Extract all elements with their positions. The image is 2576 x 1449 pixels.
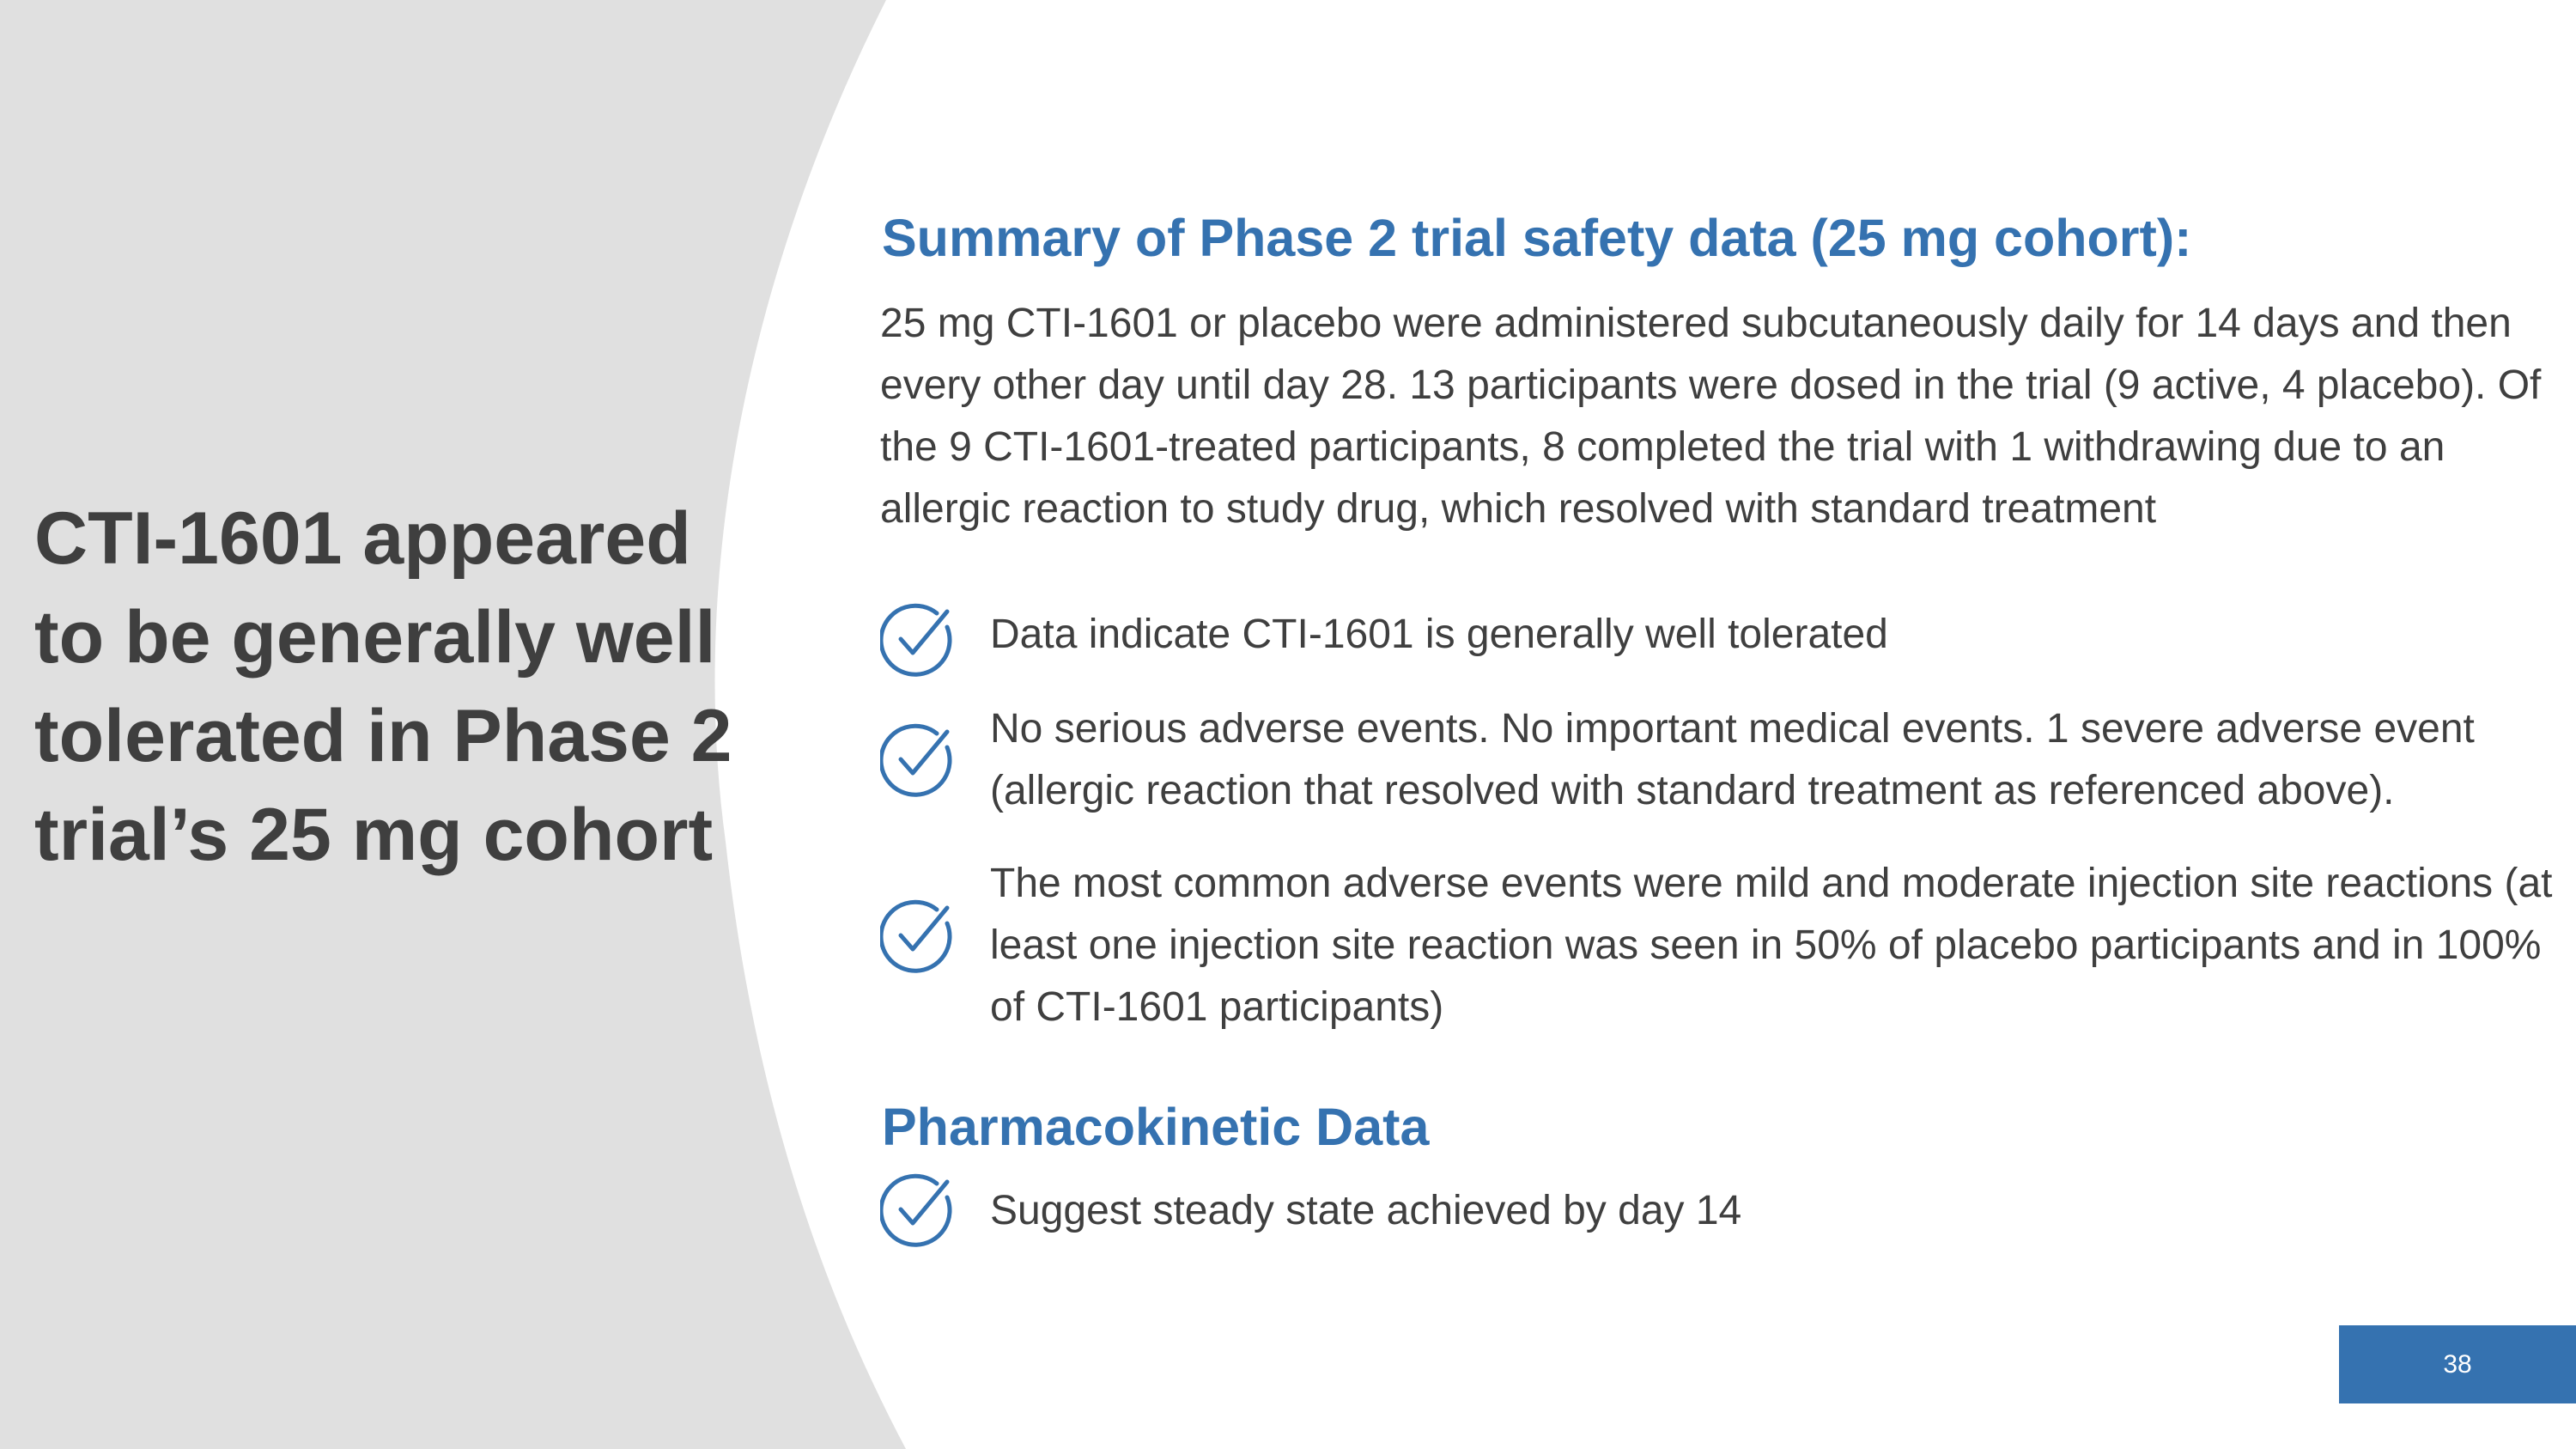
check-circle-icon xyxy=(880,601,956,677)
check-circle-icon xyxy=(880,1172,956,1247)
bullet-text: No serious adverse events. No important medical events. 1 severe adverse event (allergic reaction that resolved with standard treatment as referenced above). xyxy=(990,706,2475,813)
safety-summary: 25 mg CTI-1601 or placebo were administered subcutaneously daily for 14 days and then every other day until day 28. 13 participants were dosed in the trial (9 active, 4 placebo). Of the 9 CTI-1601-treated participants, 8 completed the trial with 1 withdrawing due to an allergic reaction to study drug, which resolved with standard treatment xyxy=(880,301,2542,532)
bullet-text: Data indicate CTI-1601 is generally well tolerated xyxy=(990,612,1888,657)
bullet-text: Suggest steady state achieved by day 14 xyxy=(990,1188,1742,1233)
bullet-text: The most common adverse events were mild and moderate injection site reactions (at least one injection site reaction was seen in 50% of placebo participants and in 100% of CTI-1601 participants) xyxy=(990,861,2553,1030)
safety-heading: Summary of Phase 2 trial safety data (25 mg cohort): xyxy=(882,209,2192,267)
pk-heading: Pharmacokinetic Data xyxy=(882,1098,1430,1156)
check-circle-icon xyxy=(880,898,956,973)
left-title: CTI-1601 appeared to be generally well tolerated in Phase 2 trial’s 25 mg cohort xyxy=(34,497,732,876)
page-number-badge xyxy=(2339,1325,2576,1403)
check-circle-icon xyxy=(880,721,956,797)
page-number: 38 xyxy=(2443,1349,2472,1379)
